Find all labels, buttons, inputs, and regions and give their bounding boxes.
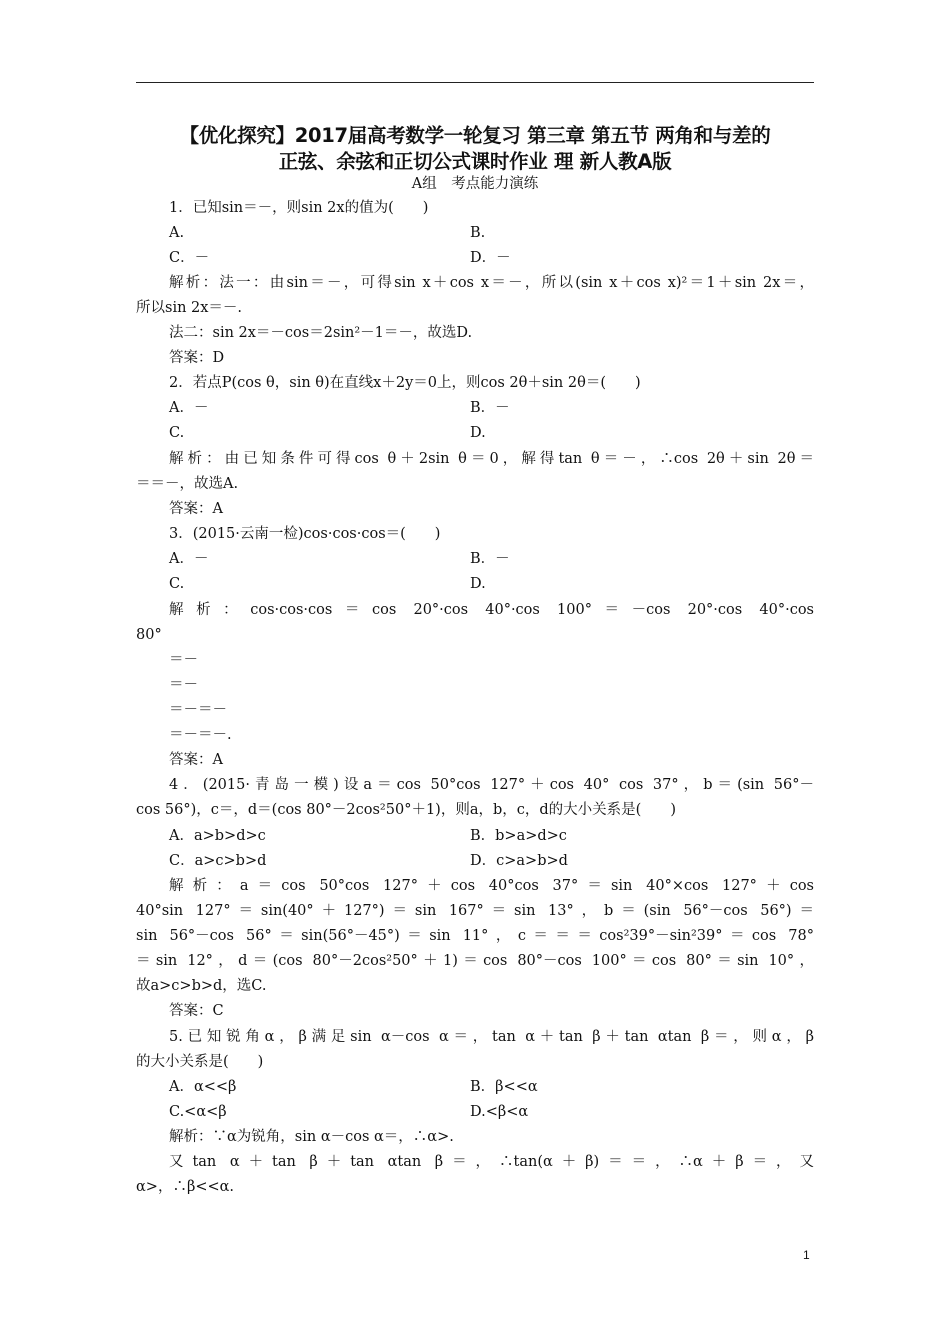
q3-solution-line-6: ＝－＝－. [169, 727, 232, 743]
q4-stem-line-1: 4．(2015·青岛一模)设a＝cos 50°cos 127°＋cos 40° cos 37°，b＝(sin 56°－ [169, 777, 814, 793]
q4-options-row-2 [136, 851, 814, 871]
q1-solution-line-2: 所以sin 2x＝－. [136, 300, 243, 316]
q3-solution-line-1: 解析：cos·cos·cos＝cos 20°·cos 40°·cos 100°＝－cos 20°·cos 40°·cos [169, 602, 814, 618]
q2-solution-line-2: ＝＝－，故选A. [136, 476, 239, 492]
q4-option-d: D．c>a>b>d [470, 853, 568, 869]
q5-option-b: B．β<<α [470, 1079, 538, 1095]
q5-option-d: D.<β<α [470, 1104, 529, 1120]
q2-solution-line-1: 解析：由已知条件可得cos θ＋2sin θ＝0，解得tan θ＝－，∴cos 2θ＋sin 2θ＝ [169, 451, 814, 467]
q1-answer: 答案：D [169, 350, 225, 366]
q1-option-c: C．－ [169, 250, 210, 266]
document-title-line-1: 【优化探究】2017届高考数学一轮复习 第三章 第五节 两角和与差的 [179, 124, 771, 147]
q5-option-a: A．α<<β [169, 1079, 237, 1095]
q4-solution-line-2: 40°sin 127°＝sin(40°＋127°)＝sin 167°＝sin 13°，b＝(sin 56°－cos 56°)＝ [136, 903, 814, 919]
q5-options-row-1 [136, 1077, 814, 1097]
q3-options-row-2 [136, 574, 814, 594]
q4-options-row-1 [136, 826, 814, 846]
q3-option-b: B．－ [470, 551, 510, 567]
q2-options-row-1 [136, 398, 814, 418]
q4-option-a: A．a>b>d>c [169, 828, 266, 844]
page-number: 1 [803, 1248, 810, 1262]
q4-answer: 答案：C [169, 1003, 224, 1019]
group-heading: A组 考点能力演练 [411, 176, 539, 192]
q1-option-a: A. [169, 225, 185, 241]
q3-options-row-1 [136, 549, 814, 569]
document-title-line-2: 正弦、余弦和正切公式课时作业 理 新人教A版 [278, 150, 672, 173]
q2-options-row-2 [136, 423, 814, 443]
q4-solution-line-1: 解析：a＝cos 50°cos 127°＋cos 40°cos 37°＝sin 40°×cos 127°＋cos [169, 878, 814, 894]
q5-solution-line-2: 又tan α＋tan β＋tan αtan β＝，∴tan(α＋β)＝＝，∴α＋β＝，又 [169, 1154, 814, 1170]
q2-option-a: A．－ [169, 400, 209, 416]
q2-option-c: C. [169, 425, 185, 441]
q5-option-c: C.<α<β [169, 1104, 227, 1120]
q1-solution-line-3: 法二：sin 2x＝－cos＝2sin²－1＝－，故选D. [169, 325, 473, 341]
header-rule [136, 82, 814, 83]
q1-options-row-2 [136, 248, 814, 268]
q3-option-d: D. [470, 576, 486, 592]
q5-options-row-2 [136, 1102, 814, 1122]
q3-option-a: A．－ [169, 551, 209, 567]
q3-solution-line-4: ＝－ [169, 677, 198, 693]
q2-option-b: B．－ [470, 400, 510, 416]
q5-stem-line-2: 的大小关系是( ) [136, 1054, 264, 1070]
q4-solution-line-3: sin 56°－cos 56°＝sin(56°－45°)＝sin 11°，c＝＝＝cos²39°－sin²39°＝cos 78° [136, 928, 814, 944]
q3-solution-line-5: ＝－＝－ [169, 702, 227, 718]
q4-solution-line-4: ＝sin 12°，d＝(cos 80°－2cos²50°＋1)＝cos 80°－cos 100°＝cos 80°＝sin 10°， [136, 953, 814, 969]
q1-options-row-1 [136, 223, 814, 243]
q3-option-c: C. [169, 576, 185, 592]
q4-option-c: C．a>c>b>d [169, 853, 267, 869]
q1-option-d: D．－ [470, 250, 511, 266]
q5-solution-line-1: 解析：∵α为锐角，sin α－cos α＝，∴α>. [169, 1129, 454, 1145]
q3-stem: 3．(2015·云南一检)cos·cos·cos＝( ) [169, 526, 441, 542]
q5-solution-line-3: α>，∴β<<α. [136, 1179, 235, 1195]
q4-stem-line-2: cos 56°)，c＝，d＝(cos 80°－2cos²50°＋1)，则a，b，c，d的大小关系是( ) [136, 802, 676, 818]
q3-solution-line-2: 80° [136, 627, 162, 643]
q2-stem: 2．若点P(cos θ，sin θ)在直线x＋2y＝0上，则cos 2θ＋sin 2θ＝( ) [169, 375, 641, 391]
q4-option-b: B．b>a>d>c [470, 828, 567, 844]
q1-solution-line-1: 解析：法一：由sin＝－，可得sin x＋cos x＝－，所以(sin x＋cos x)²＝1＋sin 2x＝， [169, 275, 814, 291]
q1-option-b: B. [470, 225, 486, 241]
q2-option-d: D. [470, 425, 486, 441]
q1-stem: 1．已知sin＝－，则sin 2x的值为( ) [169, 200, 429, 216]
q5-stem-line-1: 5.已知锐角α，β满足sin α－cos α＝，tan α＋tan β＋tan αtan β＝，则α，β [169, 1029, 814, 1045]
q3-answer: 答案：A [169, 752, 223, 768]
q4-solution-line-5: 故a>c>b>d，选C. [136, 978, 267, 994]
q3-solution-line-3: ＝－ [169, 652, 198, 668]
q2-answer: 答案：A [169, 501, 223, 517]
